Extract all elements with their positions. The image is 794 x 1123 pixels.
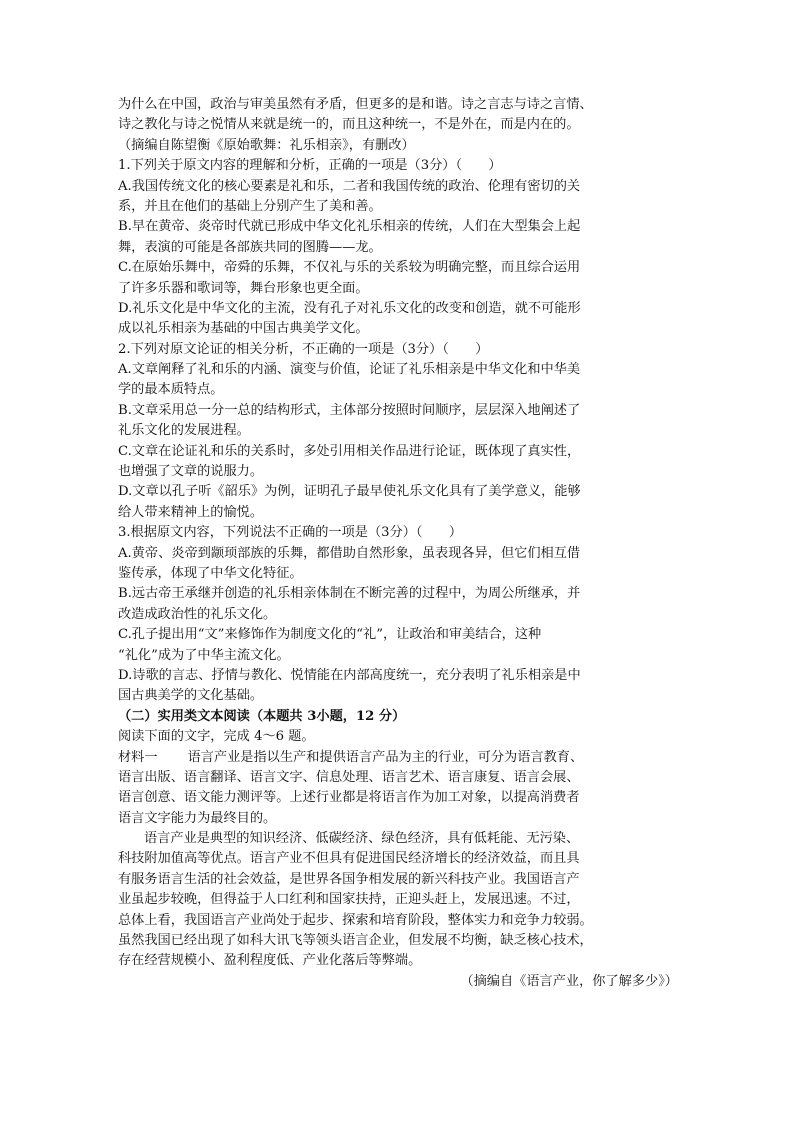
material-paragraph-start: 语言产业是典型的知识经济、低碳经济、绿色经济，具有低耗能、无污染、	[144, 831, 580, 847]
question-1-option-b-cont: 舞，表演的可能是各部族共同的图腾——龙。	[118, 239, 382, 255]
question-3-option-c-cont: “礼化”成为了中华主流文化。	[118, 647, 290, 663]
question-3-option-b: B.远古帝王承继并创造的礼乐相亲体制在不断完善的过程中，为周公所继承，并	[118, 586, 581, 602]
question-2-stem: 2.下列对原文论证的相关分析，不正确的一项是（3分）（ ）	[118, 341, 489, 357]
question-1-option-d: D.礼乐文化是中华文化的主流，没有孔子对礼乐文化的改变和创造，就不可能形	[118, 300, 581, 316]
question-3-option-a-cont: 鉴传承，体现了中华文化特征。	[118, 565, 303, 581]
question-1-option-b: B.早在黄帝、炎帝时代就已形成中华文化礼乐相亲的传统，人们在大型集会上起	[118, 219, 581, 235]
material-line: 虽然我国已经出现了如科大讯飞等领头语言企业，但发展不均衡，缺乏核心技术，	[118, 933, 593, 949]
question-3-option-d-cont: 国古典美学的文化基础。	[118, 688, 264, 704]
question-1-option-d-cont: 成以礼乐相亲为基础的中国古典美学文化。	[118, 321, 369, 337]
question-2-option-a-cont: 学的最本质特点。	[118, 382, 224, 398]
material-label: 材料一	[118, 749, 158, 765]
question-3-stem: 3.根据原文内容，下列说法不正确的一项是（3分）（ ）	[118, 525, 463, 541]
passage-line: 为什么在中国，政治与审美虽然有矛盾，但更多的是和谐。诗之言志与诗之言情、	[118, 97, 593, 112]
question-2-option-c: C.文章在论证礼和乐的关系时，多处引用相关作品进行论证，既体现了真实性，	[118, 443, 581, 459]
document-page	[118, 95, 678, 992]
material-line: 语言出版、语言翻译、语言文字、信息处理、语言艺术、语言康复、语言会展、	[118, 769, 580, 785]
question-3-option-d: D.诗歌的言志、抒情与教化、悦情能在内部高度统一，充分表明了礼乐相亲是中	[118, 667, 581, 683]
material-source: （摘编自《语言产业，你了解多少》）	[460, 973, 678, 989]
question-1-option-c-cont: 了许多乐器和歌词等，舞台形象也更全面。	[118, 280, 369, 296]
question-3-option-a: A.黄帝、炎帝到颛顼部族的乐舞，都借助自然形象，虽表现各异，但它们相互借	[118, 545, 581, 561]
material-line: 语言产业是指以生产和提供语言产品为主的行业，可分为语言教育、	[187, 749, 584, 765]
section-instruction: 阅读下面的文字，完成 4～6 题。	[118, 729, 315, 745]
question-1-option-c: C.在原始乐舞中，帝舜的乐舞，不仅礼与乐的关系较为明确完整，而且综合运用	[118, 260, 581, 276]
material-line: 业虽起步较晚，但得益于人口红利和国家扶持，正迎头赶上，发展迅速。不过，	[118, 892, 580, 908]
passage-line: 诗之教化与诗之悦情从来就是统一的，而且这种统一，不是外在，而是内在的。	[118, 117, 580, 133]
material-line: 有服务语言生活的社会效益，是世界各国争相发展的新兴科技产业。我国语言产	[118, 871, 580, 887]
question-1-stem: 1.下列关于原文内容的理解和分析，正确的一项是（3分）（ ）	[118, 158, 502, 174]
material-line: 科技附加值高等优点。语言产业不但具有促进国民经济增长的经济效益，而且具	[118, 851, 580, 867]
material-line: 总体上看，我国语言产业尚处于起步、探索和培育阶段，整体实力和竞争力较弱。	[118, 912, 593, 928]
passage-citation: （摘编自陈望衡《原始歌舞：礼乐相亲》，有删改）	[118, 137, 415, 153]
question-2-option-b: B.文章采用总一分一总的结构形式，主体部分按照时间顺序，层层深入地阐述了	[118, 402, 581, 418]
question-1-option-a-cont: 系，并且在他们的基础上分别产生了美和善。	[118, 198, 382, 214]
question-3-option-c: C.孔子提出用“文”来修饰作为制度文化的“礼”，让政治和审美结合，这种	[118, 627, 542, 643]
question-2-option-b-cont: 礼乐文化的发展进程。	[118, 423, 250, 439]
material-line: 语言创意、语文能力测评等。上述行业都是将语言作为加工对象，以提高消费者	[118, 790, 580, 806]
material-line: 语言文字能力为最终目的。	[118, 810, 277, 826]
section-heading: （二）实用类文本阅读（本题共 3小题，12 分）	[118, 708, 406, 724]
material-first-line	[118, 748, 678, 768]
question-2-option-d: D.文章以孔子听《韶乐》为例，证明孔子最早使礼乐文化具有了美学意义，能够	[118, 484, 581, 500]
question-2-option-c-cont: 也增强了文章的说服力。	[118, 464, 264, 480]
question-3-option-b-cont: 改造成政治性的礼乐文化。	[118, 606, 277, 622]
question-1-option-a: A.我国传统文化的核心要素是礼和乐，二者和我国传统的政治、伦理有密切的关	[118, 178, 581, 194]
material-line: 存在经营规模小、盈利程度低、产业化落后等弊端。	[118, 953, 422, 969]
question-2-option-d-cont: 给人带来精神上的愉悦。	[118, 504, 264, 520]
question-2-option-a: A.文章阐释了礼和乐的内涵、演变与价值，论证了礼乐相亲是中华文化和中华美	[118, 362, 581, 378]
